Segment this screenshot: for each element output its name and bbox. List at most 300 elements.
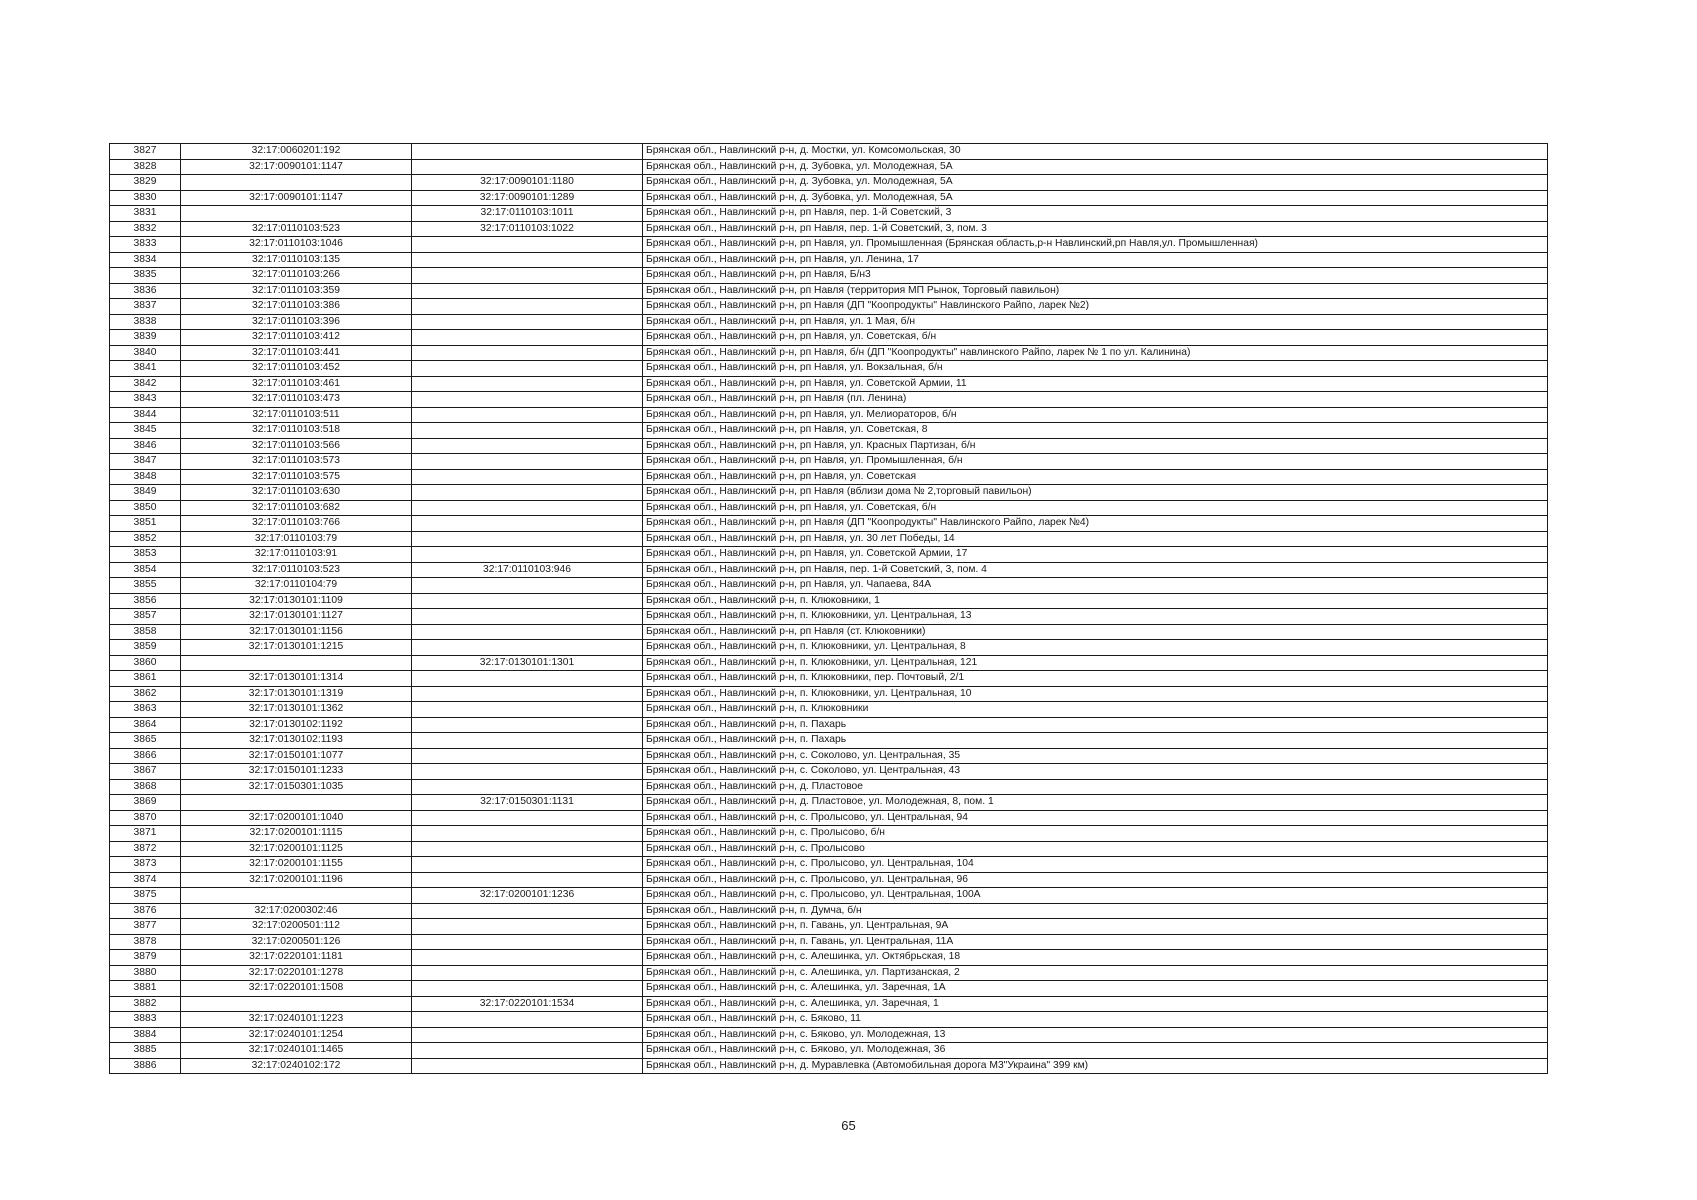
address-cell: Брянская обл., Навлинский р-н, рп Навля, ул. 1 Мая, б/н — [643, 314, 1548, 330]
row-number-cell: 3858 — [110, 624, 181, 640]
row-number-cell: 3885 — [110, 1043, 181, 1059]
row-number-cell: 3874 — [110, 872, 181, 888]
cadastral-number-cell: 32:17:0130101:1109 — [181, 593, 412, 609]
sub-cadastral-number-cell: 32:17:0090101:1289 — [412, 190, 643, 206]
address-cell: Брянская обл., Навлинский р-н, с. Пролысово, б/н — [643, 826, 1548, 842]
table-row — [110, 144, 1548, 160]
table-row — [110, 299, 1548, 315]
cadastral-number-cell: 32:17:0090101:1147 — [181, 159, 412, 175]
table-row — [110, 996, 1548, 1012]
sub-cadastral-number-cell — [412, 640, 643, 656]
row-number-cell: 3856 — [110, 593, 181, 609]
sub-cadastral-number-cell — [412, 144, 643, 160]
cadastral-number-cell: 32:17:0240102:172 — [181, 1058, 412, 1074]
table-row — [110, 950, 1548, 966]
cadastral-number-cell — [181, 655, 412, 671]
address-cell: Брянская обл., Навлинский р-н, п. Клюковники, ул. Центральная, 13 — [643, 609, 1548, 625]
table-row — [110, 345, 1548, 361]
row-number-cell: 3827 — [110, 144, 181, 160]
cadastral-number-cell: 32:17:0200101:1155 — [181, 857, 412, 873]
sub-cadastral-number-cell — [412, 950, 643, 966]
table-row — [110, 516, 1548, 532]
row-number-cell: 3865 — [110, 733, 181, 749]
address-cell: Брянская обл., Навлинский р-н, с. Пролысово, ул. Центральная, 94 — [643, 810, 1548, 826]
row-number-cell: 3884 — [110, 1027, 181, 1043]
sub-cadastral-number-cell — [412, 841, 643, 857]
table-row — [110, 779, 1548, 795]
address-cell: Брянская обл., Навлинский р-н, с. Пролысово — [643, 841, 1548, 857]
row-number-cell: 3864 — [110, 717, 181, 733]
row-number-cell: 3880 — [110, 965, 181, 981]
sub-cadastral-number-cell — [412, 857, 643, 873]
row-number-cell: 3840 — [110, 345, 181, 361]
row-number-cell: 3862 — [110, 686, 181, 702]
table-row — [110, 221, 1548, 237]
address-cell: Брянская обл., Навлинский р-н, рп Навля, ул. Чапаева, 84А — [643, 578, 1548, 594]
sub-cadastral-number-cell — [412, 810, 643, 826]
row-number-cell: 3829 — [110, 175, 181, 191]
table-row — [110, 1043, 1548, 1059]
address-cell: Брянская обл., Навлинский р-н, рп Навля, Б/н3 — [643, 268, 1548, 284]
address-cell: Брянская обл., Навлинский р-н, рп Навля, б/н (ДП "Коопродукты" навлинского Райпо, ларек № 1 по ул. Калинина) — [643, 345, 1548, 361]
cadastral-number-cell: 32:17:0110103:386 — [181, 299, 412, 315]
property-table — [109, 143, 1548, 1074]
row-number-cell: 3871 — [110, 826, 181, 842]
table-row — [110, 717, 1548, 733]
address-cell: Брянская обл., Навлинский р-н, д. Зубовка, ул. Молодежная, 5А — [643, 190, 1548, 206]
sub-cadastral-number-cell — [412, 376, 643, 392]
table-row — [110, 392, 1548, 408]
cadastral-number-cell: 32:17:0130101:1362 — [181, 702, 412, 718]
sub-cadastral-number-cell — [412, 903, 643, 919]
cadastral-number-cell: 32:17:0240101:1223 — [181, 1012, 412, 1028]
sub-cadastral-number-cell — [412, 1058, 643, 1074]
sub-cadastral-number-cell — [412, 547, 643, 563]
table-row — [110, 655, 1548, 671]
sub-cadastral-number-cell — [412, 578, 643, 594]
address-cell: Брянская обл., Навлинский р-н, п. Гавань, ул. Центральная, 11А — [643, 934, 1548, 950]
sub-cadastral-number-cell: 32:17:0090101:1180 — [412, 175, 643, 191]
cadastral-number-cell — [181, 175, 412, 191]
cadastral-number-cell: 32:17:0110103:441 — [181, 345, 412, 361]
cadastral-number-cell — [181, 996, 412, 1012]
table-row — [110, 609, 1548, 625]
address-cell: Брянская обл., Навлинский р-н, рп Навля, ул. Промышленная, б/н — [643, 454, 1548, 470]
cadastral-number-cell — [181, 888, 412, 904]
sub-cadastral-number-cell — [412, 392, 643, 408]
cadastral-number-cell: 32:17:0200501:112 — [181, 919, 412, 935]
address-cell: Брянская обл., Навлинский р-н, с. Бяково, ул. Молодежная, 13 — [643, 1027, 1548, 1043]
address-cell: Брянская обл., Навлинский р-н, рп Навля, ул. Советская, б/н — [643, 330, 1548, 346]
row-number-cell: 3869 — [110, 795, 181, 811]
cadastral-number-cell: 32:17:0150301:1035 — [181, 779, 412, 795]
table-row — [110, 190, 1548, 206]
cadastral-number-cell: 32:17:0110103:266 — [181, 268, 412, 284]
table-row — [110, 175, 1548, 191]
table-row — [110, 1058, 1548, 1074]
address-cell: Брянская обл., Навлинский р-н, п. Клюковники, ул. Центральная, 10 — [643, 686, 1548, 702]
row-number-cell: 3846 — [110, 438, 181, 454]
table-row — [110, 934, 1548, 950]
row-number-cell: 3854 — [110, 562, 181, 578]
table-row — [110, 1012, 1548, 1028]
sub-cadastral-number-cell — [412, 531, 643, 547]
sub-cadastral-number-cell — [412, 1043, 643, 1059]
table-row — [110, 965, 1548, 981]
row-number-cell: 3843 — [110, 392, 181, 408]
row-number-cell: 3844 — [110, 407, 181, 423]
cadastral-number-cell: 32:17:0240101:1465 — [181, 1043, 412, 1059]
sub-cadastral-number-cell — [412, 748, 643, 764]
sub-cadastral-number-cell — [412, 268, 643, 284]
address-cell: Брянская обл., Навлинский р-н, рп Навля (ДП "Коопродукты" Навлинского Райпо, ларек №2) — [643, 299, 1548, 315]
cadastral-number-cell: 32:17:0130102:1192 — [181, 717, 412, 733]
table-row — [110, 903, 1548, 919]
address-cell: Брянская обл., Навлинский р-н, рп Навля, ул. Промышленная (Брянская область,р-н Навлинский,рп Навля,ул. Промышленная) — [643, 237, 1548, 253]
cadastral-number-cell: 32:17:0240101:1254 — [181, 1027, 412, 1043]
address-cell: Брянская обл., Навлинский р-н, с. Алешинка, ул. Заречная, 1 — [643, 996, 1548, 1012]
sub-cadastral-number-cell — [412, 314, 643, 330]
table-row — [110, 810, 1548, 826]
row-number-cell: 3886 — [110, 1058, 181, 1074]
cadastral-number-cell: 32:17:0200302:46 — [181, 903, 412, 919]
row-number-cell: 3882 — [110, 996, 181, 1012]
table-row — [110, 314, 1548, 330]
cadastral-number-cell: 32:17:0110104:79 — [181, 578, 412, 594]
table-row — [110, 981, 1548, 997]
address-cell: Брянская обл., Навлинский р-н, рп Навля, ул. Мелиораторов, б/н — [643, 407, 1548, 423]
address-cell: Брянская обл., Навлинский р-н, с. Алешинка, ул. Заречная, 1А — [643, 981, 1548, 997]
row-number-cell: 3866 — [110, 748, 181, 764]
cadastral-number-cell: 32:17:0220101:1508 — [181, 981, 412, 997]
row-number-cell: 3879 — [110, 950, 181, 966]
address-cell: Брянская обл., Навлинский р-н, рп Навля, ул. Советской Армии, 11 — [643, 376, 1548, 392]
address-cell: Брянская обл., Навлинский р-н, рп Навля, ул. Советская — [643, 469, 1548, 485]
table-row — [110, 485, 1548, 501]
table-row — [110, 159, 1548, 175]
cadastral-number-cell: 32:17:0110103:511 — [181, 407, 412, 423]
table-row — [110, 578, 1548, 594]
cadastral-number-cell: 32:17:0110103:518 — [181, 423, 412, 439]
sub-cadastral-number-cell — [412, 407, 643, 423]
row-number-cell: 3849 — [110, 485, 181, 501]
cadastral-number-cell: 32:17:0200501:126 — [181, 934, 412, 950]
cadastral-number-cell: 32:17:0200101:1196 — [181, 872, 412, 888]
cadastral-number-cell: 32:17:0090101:1147 — [181, 190, 412, 206]
table-row — [110, 206, 1548, 222]
address-cell: Брянская обл., Навлинский р-н, рп Навля, ул. Советская, б/н — [643, 500, 1548, 516]
address-cell: Брянская обл., Навлинский р-н, рп Навля, пер. 1-й Советский, 3 — [643, 206, 1548, 222]
table-row — [110, 888, 1548, 904]
row-number-cell: 3876 — [110, 903, 181, 919]
row-number-cell: 3855 — [110, 578, 181, 594]
sub-cadastral-number-cell — [412, 934, 643, 950]
row-number-cell: 3878 — [110, 934, 181, 950]
cadastral-number-cell: 32:17:0200101:1040 — [181, 810, 412, 826]
row-number-cell: 3875 — [110, 888, 181, 904]
cadastral-number-cell: 32:17:0110103:461 — [181, 376, 412, 392]
row-number-cell: 3833 — [110, 237, 181, 253]
address-cell: Брянская обл., Навлинский р-н, с. Бяково, 11 — [643, 1012, 1548, 1028]
cadastral-number-cell: 32:17:0110103:630 — [181, 485, 412, 501]
address-cell: Брянская обл., Навлинский р-н, рп Навля, ул. Красных Партизан, б/н — [643, 438, 1548, 454]
address-cell: Брянская обл., Навлинский р-н, с. Бяково, ул. Молодежная, 36 — [643, 1043, 1548, 1059]
sub-cadastral-number-cell: 32:17:0150301:1131 — [412, 795, 643, 811]
address-cell: Брянская обл., Навлинский р-н, рп Навля (вблизи дома № 2,торговый павильон) — [643, 485, 1548, 501]
sub-cadastral-number-cell: 32:17:0110103:946 — [412, 562, 643, 578]
address-cell: Брянская обл., Навлинский р-н, рп Навля, пер. 1-й Советский, 3, пом. 4 — [643, 562, 1548, 578]
address-cell: Брянская обл., Навлинский р-н, с. Пролысово, ул. Центральная, 100А — [643, 888, 1548, 904]
sub-cadastral-number-cell — [412, 671, 643, 687]
address-cell: Брянская обл., Навлинский р-н, рп Навля, ул. Советская, 8 — [643, 423, 1548, 439]
address-cell: Брянская обл., Навлинский р-н, рп Навля, ул. 30 лет Победы, 14 — [643, 531, 1548, 547]
cadastral-number-cell: 32:17:0220101:1278 — [181, 965, 412, 981]
address-cell: Брянская обл., Навлинский р-н, рп Навля, ул. Ленина, 17 — [643, 252, 1548, 268]
sub-cadastral-number-cell — [412, 454, 643, 470]
cadastral-number-cell: 32:17:0110103:412 — [181, 330, 412, 346]
table-row — [110, 686, 1548, 702]
sub-cadastral-number-cell: 32:17:0130101:1301 — [412, 655, 643, 671]
sub-cadastral-number-cell — [412, 516, 643, 532]
row-number-cell: 3830 — [110, 190, 181, 206]
cadastral-number-cell: 32:17:0110103:766 — [181, 516, 412, 532]
table-row — [110, 733, 1548, 749]
sub-cadastral-number-cell — [412, 423, 643, 439]
address-cell: Брянская обл., Навлинский р-н, рп Навля, пер. 1-й Советский, 3, пом. 3 — [643, 221, 1548, 237]
cadastral-number-cell: 32:17:0110103:135 — [181, 252, 412, 268]
address-cell: Брянская обл., Навлинский р-н, п. Клюковники — [643, 702, 1548, 718]
cadastral-number-cell: 32:17:0130101:1314 — [181, 671, 412, 687]
sub-cadastral-number-cell — [412, 733, 643, 749]
cadastral-number-cell: 32:17:0220101:1181 — [181, 950, 412, 966]
address-cell: Брянская обл., Навлинский р-н, п. Пахарь — [643, 733, 1548, 749]
row-number-cell: 3842 — [110, 376, 181, 392]
row-number-cell: 3851 — [110, 516, 181, 532]
row-number-cell: 3883 — [110, 1012, 181, 1028]
page-number: 65 — [841, 1118, 856, 1133]
sub-cadastral-number-cell — [412, 299, 643, 315]
sub-cadastral-number-cell — [412, 500, 643, 516]
table-row — [110, 423, 1548, 439]
row-number-cell: 3837 — [110, 299, 181, 315]
table-row — [110, 1027, 1548, 1043]
address-cell: Брянская обл., Навлинский р-н, п. Клюковники, пер. Почтовый, 2/1 — [643, 671, 1548, 687]
table-row — [110, 872, 1548, 888]
table-row — [110, 500, 1548, 516]
address-cell: Брянская обл., Навлинский р-н, п. Клюковники, ул. Центральная, 8 — [643, 640, 1548, 656]
row-number-cell: 3832 — [110, 221, 181, 237]
table-row — [110, 454, 1548, 470]
cadastral-number-cell: 32:17:0110103:523 — [181, 562, 412, 578]
cadastral-number-cell — [181, 795, 412, 811]
sub-cadastral-number-cell — [412, 469, 643, 485]
row-number-cell: 3848 — [110, 469, 181, 485]
sub-cadastral-number-cell: 32:17:0200101:1236 — [412, 888, 643, 904]
cadastral-number-cell: 32:17:0130102:1193 — [181, 733, 412, 749]
sub-cadastral-number-cell — [412, 981, 643, 997]
cadastral-number-cell: 32:17:0130101:1215 — [181, 640, 412, 656]
table-row — [110, 624, 1548, 640]
row-number-cell: 3867 — [110, 764, 181, 780]
sub-cadastral-number-cell: 32:17:0110103:1011 — [412, 206, 643, 222]
row-number-cell: 3836 — [110, 283, 181, 299]
cadastral-number-cell: 32:17:0150101:1077 — [181, 748, 412, 764]
row-number-cell: 3857 — [110, 609, 181, 625]
property-table-body — [110, 144, 1548, 1074]
address-cell: Брянская обл., Навлинский р-н, рп Навля, ул. Советской Армии, 17 — [643, 547, 1548, 563]
table-row — [110, 702, 1548, 718]
row-number-cell: 3847 — [110, 454, 181, 470]
row-number-cell: 3859 — [110, 640, 181, 656]
sub-cadastral-number-cell — [412, 252, 643, 268]
sub-cadastral-number-cell — [412, 919, 643, 935]
row-number-cell: 3863 — [110, 702, 181, 718]
address-cell: Брянская обл., Навлинский р-н, д. Мостки, ул. Комсомольская, 30 — [643, 144, 1548, 160]
address-cell: Брянская обл., Навлинский р-н, рп Навля (территория МП Рынок, Торговый павильон) — [643, 283, 1548, 299]
sub-cadastral-number-cell — [412, 593, 643, 609]
table-row — [110, 640, 1548, 656]
sub-cadastral-number-cell — [412, 609, 643, 625]
cadastral-number-cell: 32:17:0110103:359 — [181, 283, 412, 299]
sub-cadastral-number-cell — [412, 779, 643, 795]
address-cell: Брянская обл., Навлинский р-н, с. Соколово, ул. Центральная, 43 — [643, 764, 1548, 780]
address-cell: Брянская обл., Навлинский р-н, п. Гавань, ул. Центральная, 9А — [643, 919, 1548, 935]
address-cell: Брянская обл., Навлинский р-н, д. Зубовка, ул. Молодежная, 5А — [643, 175, 1548, 191]
row-number-cell: 3831 — [110, 206, 181, 222]
table-row — [110, 330, 1548, 346]
address-cell: Брянская обл., Навлинский р-н, п. Клюковники, 1 — [643, 593, 1548, 609]
table-row — [110, 268, 1548, 284]
cadastral-number-cell: 32:17:0110103:396 — [181, 314, 412, 330]
row-number-cell: 3870 — [110, 810, 181, 826]
address-cell: Брянская обл., Навлинский р-н, д. Пластовое — [643, 779, 1548, 795]
table-row — [110, 841, 1548, 857]
sub-cadastral-number-cell — [412, 717, 643, 733]
cadastral-number-cell: 32:17:0110103:573 — [181, 454, 412, 470]
row-number-cell: 3868 — [110, 779, 181, 795]
table-row — [110, 283, 1548, 299]
cadastral-number-cell: 32:17:0110103:523 — [181, 221, 412, 237]
row-number-cell: 3852 — [110, 531, 181, 547]
row-number-cell: 3838 — [110, 314, 181, 330]
cadastral-number-cell: 32:17:0110103:575 — [181, 469, 412, 485]
table-row — [110, 764, 1548, 780]
address-cell: Брянская обл., Навлинский р-н, с. Алешинка, ул. Партизанская, 2 — [643, 965, 1548, 981]
table-row — [110, 919, 1548, 935]
row-number-cell: 3841 — [110, 361, 181, 377]
row-number-cell: 3872 — [110, 841, 181, 857]
sub-cadastral-number-cell — [412, 965, 643, 981]
table-row — [110, 671, 1548, 687]
sub-cadastral-number-cell — [412, 237, 643, 253]
row-number-cell: 3881 — [110, 981, 181, 997]
sub-cadastral-number-cell — [412, 826, 643, 842]
row-number-cell: 3835 — [110, 268, 181, 284]
sub-cadastral-number-cell — [412, 624, 643, 640]
sub-cadastral-number-cell — [412, 702, 643, 718]
cadastral-number-cell: 32:17:0110103:566 — [181, 438, 412, 454]
row-number-cell: 3845 — [110, 423, 181, 439]
row-number-cell: 3877 — [110, 919, 181, 935]
cadastral-number-cell: 32:17:0200101:1125 — [181, 841, 412, 857]
row-number-cell: 3873 — [110, 857, 181, 873]
sub-cadastral-number-cell — [412, 283, 643, 299]
sub-cadastral-number-cell — [412, 686, 643, 702]
sub-cadastral-number-cell — [412, 872, 643, 888]
cadastral-number-cell: 32:17:0200101:1115 — [181, 826, 412, 842]
sub-cadastral-number-cell — [412, 330, 643, 346]
sub-cadastral-number-cell — [412, 1012, 643, 1028]
cadastral-number-cell: 32:17:0110103:79 — [181, 531, 412, 547]
row-number-cell: 3850 — [110, 500, 181, 516]
cadastral-number-cell: 32:17:0110103:473 — [181, 392, 412, 408]
address-cell: Брянская обл., Навлинский р-н, п. Пахарь — [643, 717, 1548, 733]
sub-cadastral-number-cell — [412, 345, 643, 361]
row-number-cell: 3861 — [110, 671, 181, 687]
table-row — [110, 562, 1548, 578]
sub-cadastral-number-cell — [412, 1027, 643, 1043]
cadastral-number-cell: 32:17:0110103:452 — [181, 361, 412, 377]
row-number-cell: 3834 — [110, 252, 181, 268]
cadastral-number-cell: 32:17:0130101:1319 — [181, 686, 412, 702]
table-row — [110, 252, 1548, 268]
address-cell: Брянская обл., Навлинский р-н, рп Навля (пл. Ленина) — [643, 392, 1548, 408]
sub-cadastral-number-cell — [412, 159, 643, 175]
cadastral-number-cell: 32:17:0130101:1156 — [181, 624, 412, 640]
sub-cadastral-number-cell — [412, 764, 643, 780]
table-row — [110, 407, 1548, 423]
table-row — [110, 237, 1548, 253]
table-row — [110, 438, 1548, 454]
table-row — [110, 826, 1548, 842]
address-cell: Брянская обл., Навлинский р-н, рп Навля (ДП "Коопродукты" Навлинского Райпо, ларек №4) — [643, 516, 1548, 532]
table-row — [110, 547, 1548, 563]
cadastral-number-cell: 32:17:0130101:1127 — [181, 609, 412, 625]
table-row — [110, 361, 1548, 377]
cadastral-number-cell: 32:17:0060201:192 — [181, 144, 412, 160]
table-row — [110, 376, 1548, 392]
address-cell: Брянская обл., Навлинский р-н, рп Навля (ст. Клюковники) — [643, 624, 1548, 640]
cadastral-number-cell: 32:17:0110103:1046 — [181, 237, 412, 253]
sub-cadastral-number-cell — [412, 485, 643, 501]
address-cell: Брянская обл., Навлинский р-н, п. Клюковники, ул. Центральная, 121 — [643, 655, 1548, 671]
table-row — [110, 748, 1548, 764]
address-cell: Брянская обл., Навлинский р-н, с. Алешинка, ул. Октябрьская, 18 — [643, 950, 1548, 966]
table-row — [110, 795, 1548, 811]
table-row — [110, 857, 1548, 873]
table-row — [110, 531, 1548, 547]
sub-cadastral-number-cell — [412, 361, 643, 377]
address-cell: Брянская обл., Навлинский р-н, с. Соколово, ул. Центральная, 35 — [643, 748, 1548, 764]
cadastral-number-cell: 32:17:0110103:91 — [181, 547, 412, 563]
cadastral-number-cell — [181, 206, 412, 222]
address-cell: Брянская обл., Навлинский р-н, с. Пролысово, ул. Центральная, 96 — [643, 872, 1548, 888]
sub-cadastral-number-cell: 32:17:0220101:1534 — [412, 996, 643, 1012]
address-cell: Брянская обл., Навлинский р-н, д. Зубовка, ул. Молодежная, 5А — [643, 159, 1548, 175]
cadastral-number-cell: 32:17:0110103:682 — [181, 500, 412, 516]
row-number-cell: 3839 — [110, 330, 181, 346]
address-cell: Брянская обл., Навлинский р-н, п. Думча, б/н — [643, 903, 1548, 919]
table-row — [110, 469, 1548, 485]
address-cell: Брянская обл., Навлинский р-н, с. Пролысово, ул. Центральная, 104 — [643, 857, 1548, 873]
table-row — [110, 593, 1548, 609]
row-number-cell: 3853 — [110, 547, 181, 563]
address-cell: Брянская обл., Навлинский р-н, д. Муравлевка (Автомобильная дорога М3"Украина" 399 км) — [643, 1058, 1548, 1074]
address-cell: Брянская обл., Навлинский р-н, д. Пластовое, ул. Молодежная, 8, пом. 1 — [643, 795, 1548, 811]
row-number-cell: 3860 — [110, 655, 181, 671]
sub-cadastral-number-cell — [412, 438, 643, 454]
address-cell: Брянская обл., Навлинский р-н, рп Навля, ул. Вокзальная, б/н — [643, 361, 1548, 377]
